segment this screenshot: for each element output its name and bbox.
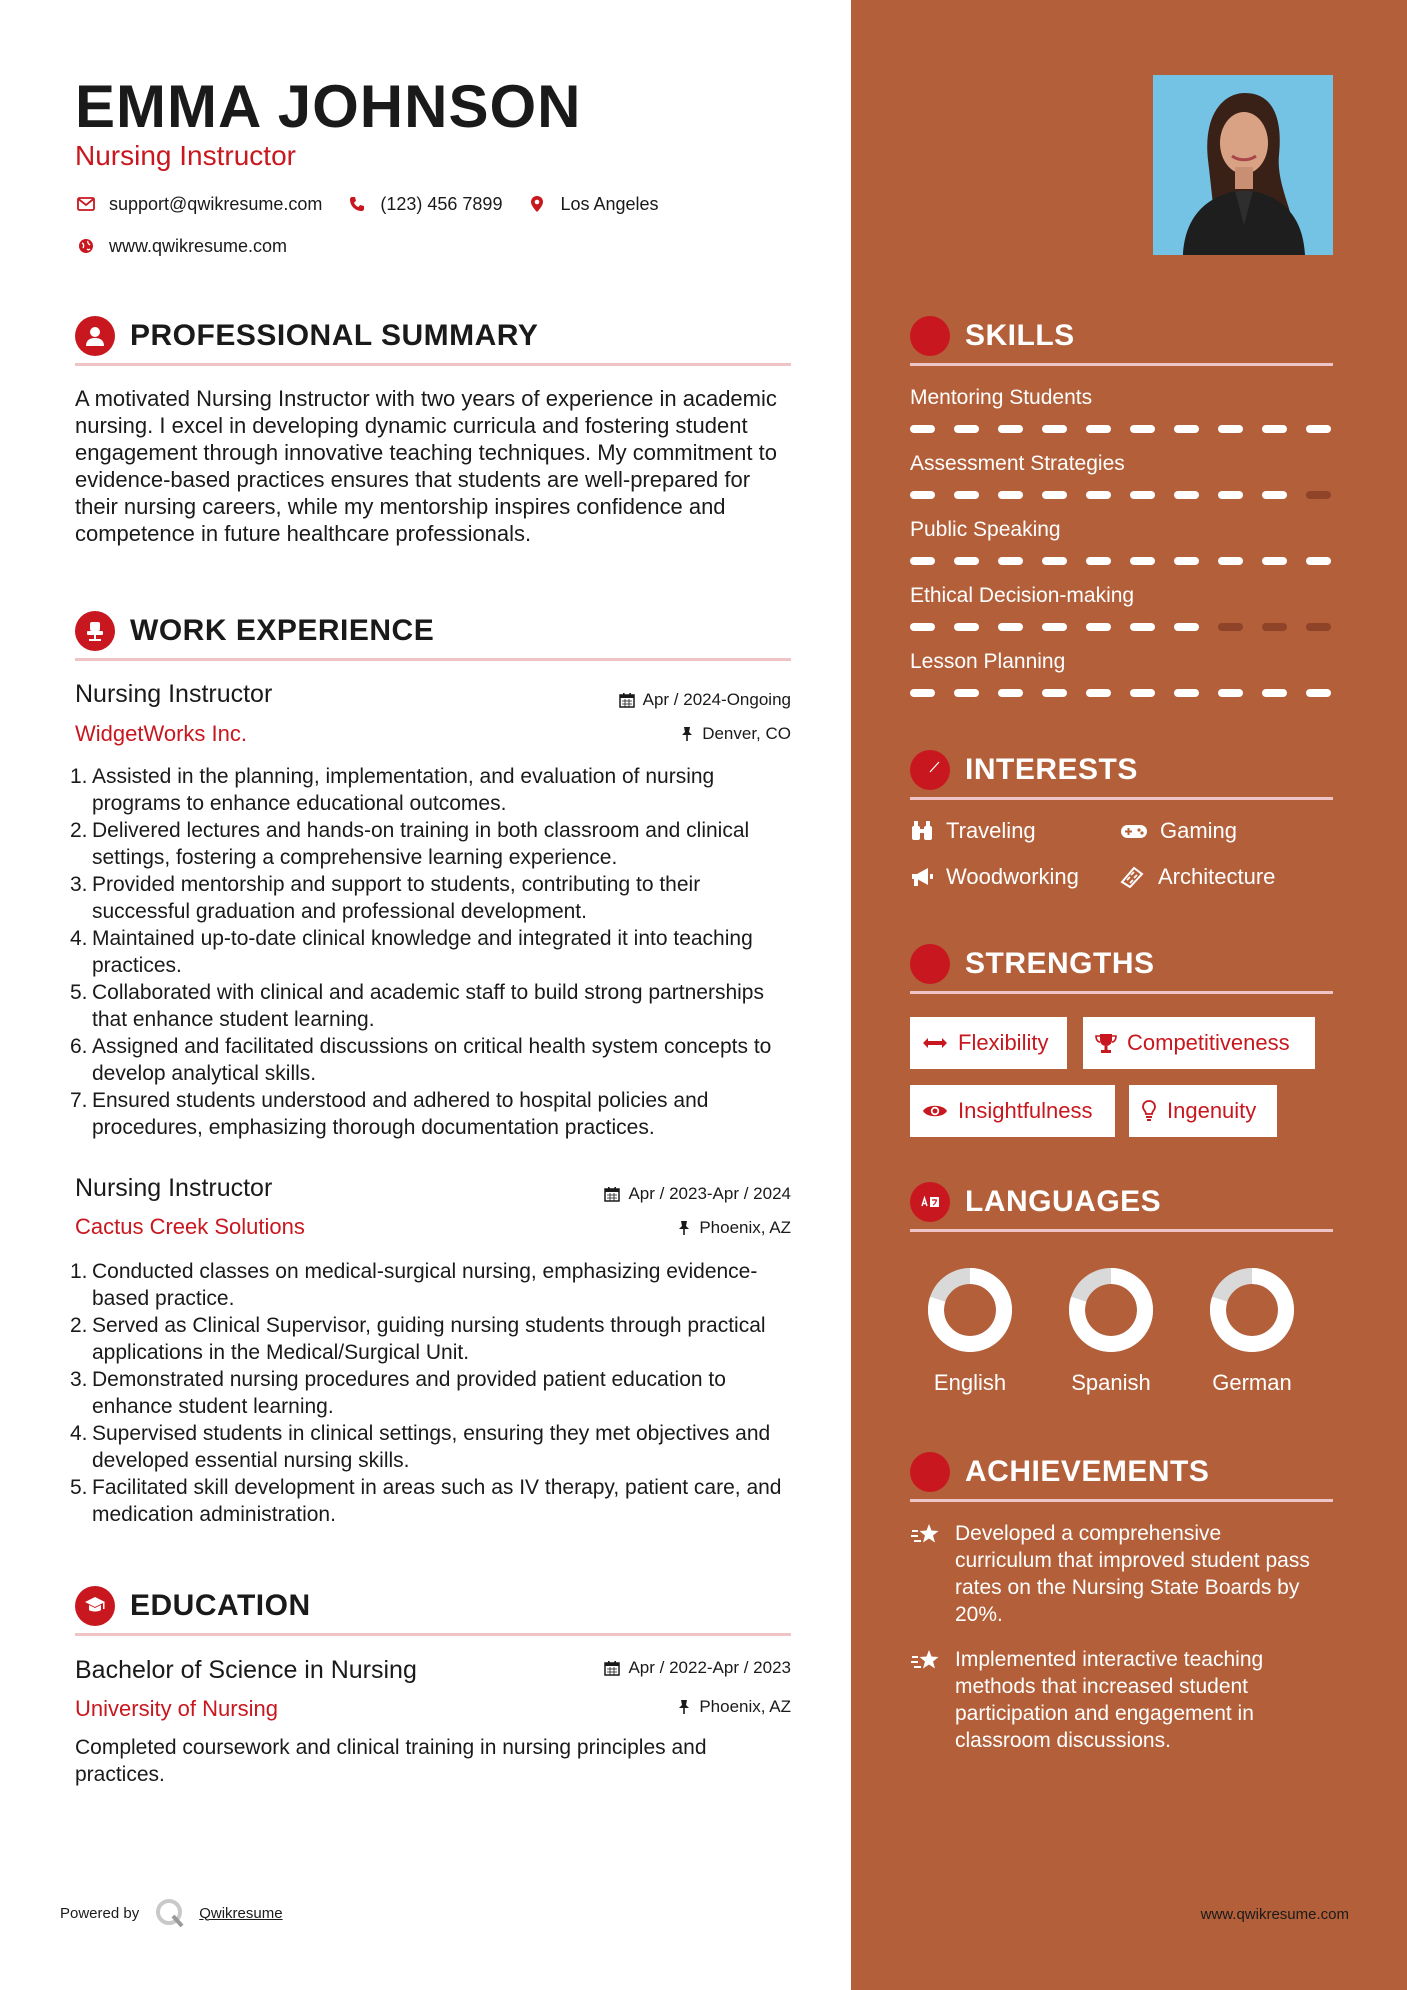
bullhorn-icon <box>910 867 934 887</box>
skill-dash <box>954 623 979 631</box>
interest-label: Traveling <box>946 818 1036 843</box>
skill-bar <box>910 425 1350 433</box>
skill-dash <box>998 623 1023 631</box>
skill-dash <box>954 557 979 565</box>
fist-icon <box>910 944 950 984</box>
lightbulb-icon <box>910 316 950 356</box>
calendar-icon <box>604 1186 620 1202</box>
education-header <box>75 1586 311 1626</box>
skill-dash <box>1262 557 1287 565</box>
list-item: 2. Delivered lectures and hands-on training in both classroom and clinical settings, fostering a comprehensive learning experience. <box>70 819 750 869</box>
list-item: 7. Ensured students understood and adhered to hospital policies and procedures, emphasizing thorough documentation practices. <box>70 1089 709 1139</box>
skill-dash <box>910 557 935 565</box>
interest-architecture <box>1120 864 1275 890</box>
job-2-title: Nursing Instructor <box>75 1174 273 1202</box>
list-item: 3. Provided mentorship and support to students, contributing to their successful graduation and professional development. <box>70 873 701 923</box>
skill-dash <box>1262 623 1287 631</box>
strengths-header <box>910 944 1155 984</box>
skill-dash <box>1174 425 1199 433</box>
interest-label: Gaming <box>1160 818 1238 843</box>
job-2-dates <box>604 1184 791 1204</box>
calendar-icon <box>619 692 635 708</box>
skill-dash <box>1218 491 1243 499</box>
achievements-divider <box>910 1499 1333 1502</box>
skill-dash <box>1086 491 1111 499</box>
strengths-divider <box>910 991 1333 994</box>
strength-label: Flexibility <box>958 1030 1049 1055</box>
pin-icon <box>677 1220 691 1236</box>
skill-dash <box>1306 491 1331 499</box>
strength-tag <box>1129 1085 1277 1137</box>
education-divider <box>75 1633 791 1636</box>
achievement-text: Developed a comprehensive curriculum that improved student pass rates on the Nursing State Boards by 20%. <box>955 1522 1310 1626</box>
skill-dash <box>1174 689 1199 697</box>
skill-dash <box>1306 623 1331 631</box>
skill-dash <box>1086 557 1111 565</box>
website-row <box>75 235 311 257</box>
star-burst-icon <box>910 1648 942 1674</box>
skills-header <box>910 316 1075 356</box>
job-1-dates <box>619 690 791 710</box>
job-2-location-text: Phoenix, AZ <box>699 1218 791 1237</box>
skill-dash <box>1130 425 1155 433</box>
skill-dash <box>1042 623 1067 631</box>
lightbulb-icon <box>1141 1100 1157 1122</box>
skill-dash <box>1130 557 1155 565</box>
skill-dash <box>910 491 935 499</box>
job-1-location <box>680 724 791 744</box>
interest-gaming <box>1120 818 1237 844</box>
skill-dash <box>1130 689 1155 697</box>
location-icon <box>526 193 548 215</box>
job-2-bullets <box>70 1258 800 1528</box>
skill-dash <box>1086 425 1111 433</box>
experience-divider <box>75 658 791 661</box>
strengths-heading: STRENGTHS <box>965 947 1155 980</box>
skill-dash <box>954 689 979 697</box>
job-2-location <box>677 1218 791 1238</box>
skill-dash <box>910 623 935 631</box>
language-label-german: German <box>1212 1370 1292 1395</box>
skill-label-lesson-planning: Lesson Planning <box>910 650 1066 673</box>
pin-icon <box>680 726 694 742</box>
interests-heading: INTERESTS <box>965 753 1138 786</box>
skill-dash <box>1130 491 1155 499</box>
language-label-english: English <box>933 1370 1007 1395</box>
language-donuts <box>910 1260 1333 1360</box>
strength-label: Ingenuity <box>1167 1098 1257 1123</box>
job-1-company: WidgetWorks Inc. <box>75 721 247 746</box>
skill-label-mentoring: Mentoring Students <box>910 386 1093 409</box>
star-burst-icon <box>910 1522 942 1548</box>
eye-icon <box>922 1103 948 1119</box>
website-link[interactable]: www.qwikresume.com <box>109 235 288 256</box>
list-item: 1. Assisted in the planning, implementation, and evaluation of nursing programs to enhance educational outcomes. <box>70 765 715 815</box>
strength-tag <box>910 1017 1067 1069</box>
star-badge-icon <box>910 1452 950 1492</box>
degree-title: Bachelor of Science in Nursing <box>75 1656 417 1684</box>
skill-dash <box>1174 557 1199 565</box>
skills-divider <box>910 363 1333 366</box>
powered-by <box>60 1896 283 1930</box>
skill-dash <box>1306 689 1331 697</box>
job-1-bullets <box>70 763 800 1141</box>
strength-tag <box>910 1085 1115 1137</box>
list-item: 4. Supervised students in clinical settings, ensuring they met objectives and developed essential nursing skills. <box>70 1422 771 1472</box>
achievement-item <box>910 1520 1310 1628</box>
skill-dash <box>1262 425 1287 433</box>
interest-label: Woodworking <box>946 864 1079 889</box>
phone-icon <box>346 193 368 215</box>
contact-row <box>75 193 683 215</box>
interest-label: Architecture <box>1158 864 1276 889</box>
strength-label: Insightfulness <box>958 1098 1093 1123</box>
skill-dash <box>1042 557 1067 565</box>
powered-by-text: Powered by <box>60 1904 140 1922</box>
pin-icon <box>677 1699 691 1715</box>
education-dates <box>604 1658 791 1678</box>
skill-bar <box>910 689 1350 697</box>
email-icon <box>75 193 97 215</box>
job-2-dates-text: Apr / 2023-Apr / 2024 <box>628 1184 791 1203</box>
footer-site[interactable]: www.qwikresume.com <box>1200 1906 1349 1923</box>
experience-heading: WORK EXPERIENCE <box>130 614 435 647</box>
skill-dash <box>1218 425 1243 433</box>
skill-dash <box>998 425 1023 433</box>
arrows-horizontal-icon <box>922 1037 948 1049</box>
achievement-item <box>910 1646 1310 1754</box>
user-icon <box>75 316 115 356</box>
strength-label: Competitiveness <box>1127 1030 1290 1055</box>
interest-woodworking <box>910 864 1079 890</box>
skill-dash <box>998 491 1023 499</box>
education-description: Completed coursework and clinical training in nursing principles and practices. <box>75 1736 707 1786</box>
skills-heading: SKILLS <box>965 319 1075 352</box>
summary-text: A motivated Nursing Instructor with two years of experience in academic nursing. I excel in developing dynamic curricula and fostering student engagement through innovative teaching techniques. My commitment to evidence-based practices ensures that students are well-prepared for their nursing careers, while my mentorship inspires confidence and competence in future healthcare professionals. <box>75 386 777 546</box>
education-heading: EDUCATION <box>130 1589 311 1622</box>
skill-dash <box>998 689 1023 697</box>
language-icon <box>910 1182 950 1222</box>
school-name: University of Nursing <box>75 1696 278 1721</box>
skill-dash <box>1218 557 1243 565</box>
list-item: 6. Assigned and facilitated discussions on critical health system concepts to develop analytical skills. <box>70 1035 772 1085</box>
skill-dash <box>1306 557 1331 565</box>
skill-dash <box>1262 689 1287 697</box>
qwikresume-logo-icon <box>153 1896 187 1930</box>
list-item: 5. Collaborated with clinical and academic staff to build strong partnerships that enhance student learning. <box>70 981 764 1031</box>
graduation-icon <box>75 1586 115 1626</box>
interests-header <box>910 750 1138 790</box>
job-1-title: Nursing Instructor <box>75 680 273 708</box>
education-location <box>677 1697 791 1717</box>
skill-dash <box>910 689 935 697</box>
summary-heading: PROFESSIONAL SUMMARY <box>130 319 539 352</box>
briefcase-chair-icon <box>75 611 115 651</box>
job-1-location-text: Denver, CO <box>702 724 791 743</box>
candidate-title: Nursing Instructor <box>75 140 296 171</box>
skill-dash <box>1042 491 1067 499</box>
phone-text: (123) 456 7899 <box>380 193 503 214</box>
list-item: 4. Maintained up-to-date clinical knowledge and integrated it into teaching practices. <box>70 927 753 977</box>
strength-tag <box>1083 1017 1315 1069</box>
paper-plane-icon <box>910 750 950 790</box>
skill-dash <box>1174 491 1199 499</box>
skill-dash <box>1042 689 1067 697</box>
interest-traveling <box>910 818 1036 844</box>
gamepad-icon <box>1120 822 1148 840</box>
languages-divider <box>910 1229 1333 1232</box>
skill-bar <box>910 491 1350 499</box>
skill-label-ethical: Ethical Decision-making <box>910 584 1135 607</box>
profile-photo <box>1153 75 1333 255</box>
skill-label-public-speaking: Public Speaking <box>910 518 1061 541</box>
skill-dash <box>954 425 979 433</box>
summary-divider <box>75 363 791 366</box>
skill-dash <box>954 491 979 499</box>
ruler-pencil-icon <box>1120 866 1146 888</box>
calendar-icon <box>604 1660 620 1676</box>
skill-dash <box>1174 623 1199 631</box>
skill-bar <box>910 557 1350 565</box>
skill-dash <box>1218 623 1243 631</box>
achievements-header <box>910 1452 1209 1492</box>
languages-header <box>910 1182 1161 1222</box>
education-location-text: Phoenix, AZ <box>699 1697 791 1716</box>
summary-header <box>75 316 538 356</box>
list-item: 1. Conducted classes on medical-surgical nursing, emphasizing evidence-based practice. <box>70 1260 758 1310</box>
list-item: 3. Demonstrated nursing procedures and provided patient education to enhance student learning. <box>70 1368 726 1418</box>
experience-header <box>75 611 434 651</box>
achievements-heading: ACHIEVEMENTS <box>965 1455 1210 1488</box>
interests-divider <box>910 797 1333 800</box>
trophy-icon <box>1095 1032 1117 1054</box>
skill-dash <box>1086 689 1111 697</box>
skill-dash <box>1218 689 1243 697</box>
skill-dash <box>1042 425 1067 433</box>
skill-label-assessment: Assessment Strategies <box>910 452 1125 475</box>
skill-dash <box>910 425 935 433</box>
languages-heading: LANGUAGES <box>965 1185 1162 1218</box>
globe-icon <box>75 235 97 257</box>
qwikresume-link[interactable]: Qwikresume <box>199 1904 283 1922</box>
skill-bar <box>910 623 1350 631</box>
skill-dash <box>1262 491 1287 499</box>
education-dates-text: Apr / 2022-Apr / 2023 <box>628 1658 791 1677</box>
job-1-dates-text: Apr / 2024-Ongoing <box>642 690 791 709</box>
achievement-text: Implemented interactive teaching methods that increased student participation and engagement in classroom discussions. <box>955 1648 1264 1752</box>
candidate-name: EMMA JOHNSON <box>75 73 582 140</box>
skill-dash <box>1130 623 1155 631</box>
language-label-spanish: Spanish <box>1071 1370 1151 1395</box>
job-2-company: Cactus Creek Solutions <box>75 1214 305 1239</box>
skill-dash <box>1306 425 1331 433</box>
location-text: Los Angeles <box>560 193 659 214</box>
avatar <box>1153 75 1333 255</box>
skill-dash <box>998 557 1023 565</box>
list-item: 2. Served as Clinical Supervisor, guiding nursing students through practical applications in the Medical/Surgical Unit. <box>70 1314 766 1364</box>
skill-dash <box>1086 623 1111 631</box>
email-link[interactable]: support@qwikresume.com <box>109 193 323 214</box>
binoculars-icon <box>910 820 934 842</box>
list-item: 5. Facilitated skill development in areas such as IV therapy, patient care, and medication administration. <box>70 1476 782 1526</box>
